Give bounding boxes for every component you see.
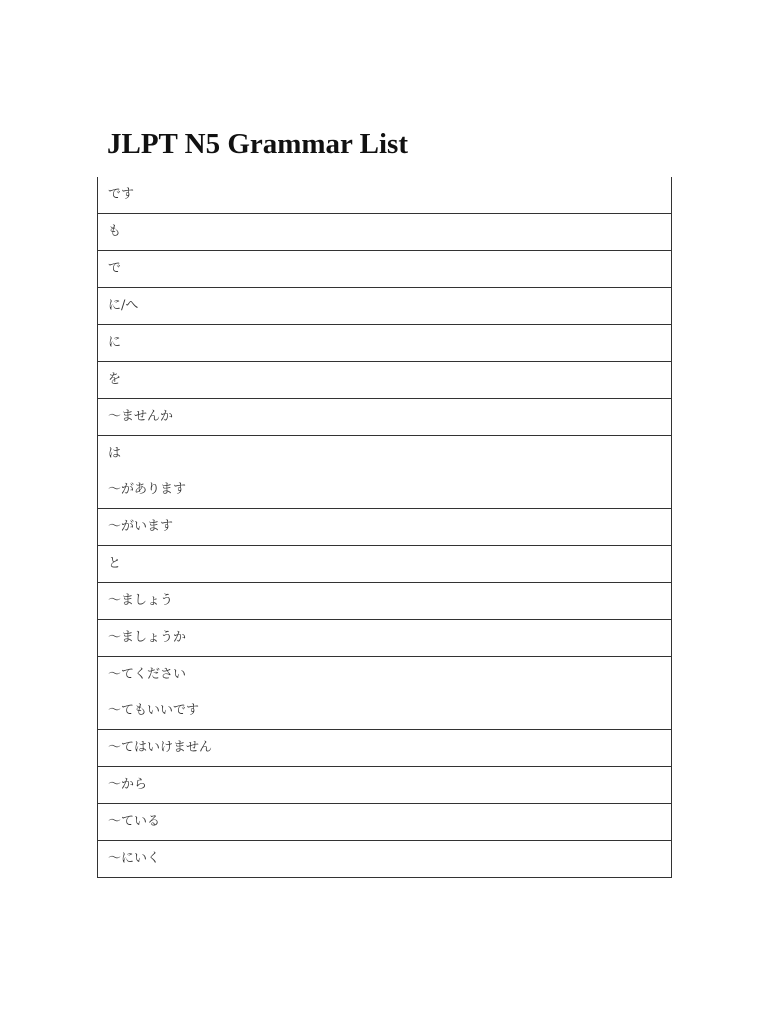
grammar-point: に/へ	[108, 298, 139, 313]
table-row	[98, 730, 672, 767]
grammar-cell	[98, 362, 672, 399]
grammar-point: に	[108, 335, 122, 350]
table-row	[98, 657, 672, 730]
grammar-cell	[98, 841, 672, 878]
grammar-cell	[98, 436, 672, 509]
grammar-point: ～てはいけません	[108, 740, 213, 755]
grammar-point: ～てもいいです	[108, 703, 200, 718]
grammar-point: ～から	[108, 777, 148, 792]
grammar-point: も	[108, 224, 122, 239]
grammar-cell	[98, 214, 672, 251]
grammar-cell	[98, 583, 672, 620]
grammar-cell	[98, 288, 672, 325]
table-row	[98, 436, 672, 509]
grammar-point: は	[108, 446, 122, 461]
table-row	[98, 546, 672, 583]
table-row	[98, 288, 672, 325]
grammar-point: を	[108, 372, 122, 387]
grammar-cell	[98, 546, 672, 583]
grammar-table	[97, 177, 672, 878]
table-row	[98, 399, 672, 436]
table-row	[98, 583, 672, 620]
table-row	[98, 841, 672, 878]
grammar-cell	[98, 767, 672, 804]
grammar-cell	[98, 620, 672, 657]
table-row	[98, 325, 672, 362]
grammar-point: ～があります	[108, 482, 187, 497]
table-row	[98, 767, 672, 804]
grammar-point: ～ませんか	[108, 409, 174, 424]
table-row	[98, 804, 672, 841]
grammar-cell	[98, 251, 672, 288]
grammar-cell	[98, 399, 672, 436]
table-row	[98, 620, 672, 657]
grammar-point: ～てください	[108, 667, 187, 682]
grammar-point: です	[108, 187, 135, 202]
table-row	[98, 251, 672, 288]
grammar-cell	[98, 509, 672, 546]
grammar-point: ～ましょう	[108, 593, 174, 608]
page-title: JLPT N5 Grammar List	[107, 128, 409, 160]
grammar-cell	[98, 177, 672, 214]
table-row	[98, 509, 672, 546]
grammar-point: ～ましょうか	[108, 630, 187, 645]
grammar-cell	[98, 657, 672, 730]
grammar-point: ～にいく	[108, 851, 161, 866]
grammar-point: と	[108, 556, 122, 571]
table-row	[98, 177, 672, 214]
table-row	[98, 214, 672, 251]
grammar-point: ～がいます	[108, 519, 174, 534]
table-row	[98, 362, 672, 399]
grammar-point: で	[108, 261, 122, 276]
grammar-point: ～ている	[108, 814, 161, 829]
grammar-cell	[98, 804, 672, 841]
grammar-cell	[98, 325, 672, 362]
grammar-cell	[98, 730, 672, 767]
grammar-table-body	[98, 177, 672, 878]
